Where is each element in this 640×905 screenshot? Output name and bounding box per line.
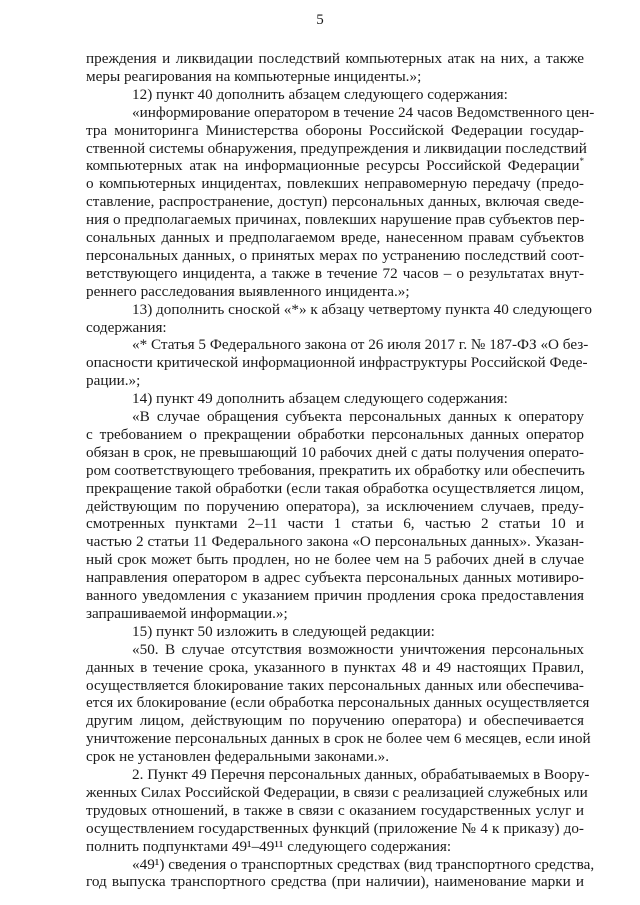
text-line [86, 748, 584, 766]
text-line [132, 855, 595, 874]
text-line [86, 498, 584, 516]
text-line-content: трудовых отношений, в также в связи с оказанием государственных услуг и [86, 801, 584, 819]
text-line [86, 694, 590, 712]
text-line [86, 515, 584, 533]
text-line-content: «50. В случае отсутствия возможности уничтожения персональных [132, 640, 584, 658]
text-line [86, 211, 584, 229]
footnote-marker: * [579, 156, 584, 167]
text-line [86, 175, 584, 193]
text-line-content: рации.»; [86, 372, 141, 390]
text-line [86, 480, 584, 498]
page-number: 5 [316, 12, 324, 28]
text-line [86, 551, 584, 569]
text-line-content: прекращение такой обработки (если такая обработка осуществляется лицом, [86, 479, 584, 497]
text-line [132, 641, 584, 659]
text-line-content: о компьютерных инцидентах, повлекших неправомерную передачу (предо- [86, 175, 584, 193]
text-line [86, 838, 584, 856]
text-line [132, 336, 589, 354]
text-line [86, 873, 584, 891]
text-line [86, 783, 588, 802]
text-line-content: 14) пункт 49 дополнить абзацем следующего содержания: [132, 390, 508, 408]
text-line [86, 122, 584, 140]
text-line [86, 157, 584, 175]
text-line [86, 820, 584, 838]
text-line-content: ственной системы обнаружения, предупреждения и ликвидации последствий [86, 139, 587, 157]
text-line [86, 802, 584, 820]
text-line-content: «информирование оператором в течение 24 часов Ведомственного цен- [132, 103, 595, 121]
text-line-content: с требованием о прекращении обработки персональных данных оператор [86, 425, 584, 443]
text-line-content: 15) пункт 50 изложить в следующей редакции: [132, 622, 435, 640]
text-line-content: 13) дополнить сноской «*» к абзацу четвертому пункта 40 следующего [132, 300, 593, 318]
text-line-content: полнить подпунктами 49¹–49¹¹ следующего содержания: [86, 837, 452, 855]
text-line [132, 300, 593, 319]
text-line [86, 730, 591, 748]
text-line-content: «* Статья 5 Федерального закона от 26 июля 2017 г. № 187-ФЗ «О без- [132, 336, 589, 354]
text-line-content: содержания: [86, 318, 167, 336]
text-line [132, 766, 590, 784]
text-line [86, 444, 584, 462]
text-line-content: ный срок может быть продлен, но не более чем на 5 рабочих дней в случае [86, 551, 584, 569]
text-line-content: меры реагирования на компьютерные инциденты.»; [86, 67, 422, 85]
text-line [86, 605, 584, 623]
text-line [86, 354, 588, 372]
text-line [86, 283, 584, 301]
text-line-content: преждения и ликвидации последствий компьютерных атак на них, а также [86, 50, 584, 67]
text-line [86, 372, 584, 390]
text-line [86, 533, 584, 551]
text-line-content: осуществлением государственных функций (приложение № 4 к приказу) до- [86, 819, 584, 837]
text-line [132, 623, 584, 641]
text-line-content: срок не установлен федеральными законами.». [86, 748, 390, 766]
text-line-content: ветствующего инцидента, а также в течение 72 часов – о результатах внут- [86, 264, 584, 282]
text-line [132, 408, 584, 426]
text-line-content: опасности критической информационной инфраструктуры Российской Феде- [86, 354, 588, 372]
text-line-content: смотренных пунктами 2–11 части 1 статьи 6, частью 2 статьи 10 и [86, 515, 584, 533]
text-line-content: другим лицом, действующим по поручению оператора) и обеспечивается [86, 712, 584, 730]
text-line [86, 265, 584, 283]
text-line [86, 68, 584, 86]
text-line-content: 2. Пункт 49 Перечня персональных данных, обрабатываемых в Воору- [132, 766, 590, 783]
text-line [86, 193, 584, 211]
text-line-content: «49¹) сведения о транспортных средствах (вид транспортного средства, [132, 855, 595, 873]
text-line [86, 587, 584, 605]
text-line-content: сональных данных и предполагаемом вреде, нанесенном правам субъектов [86, 229, 584, 246]
text-line-content: обязан в срок, не превышающий 10 рабочих дней с даты получения операто- [86, 443, 584, 461]
text-line-content: запрашиваемой информации.»; [86, 604, 288, 622]
text-line [86, 247, 584, 265]
text-line-content: ется их блокирование (если обработка персональных данных осуществляется [86, 694, 590, 712]
text-line [86, 677, 584, 695]
text-line-content: ния о предполагаемых причинах, повлекших нарушение прав субъектов пер- [86, 211, 585, 229]
text-line [132, 86, 584, 104]
text-line-content: 12) пункт 40 дополнить абзацем следующего содержания: [132, 85, 508, 103]
text-line [86, 569, 584, 587]
text-line-content: тра мониторинга Министерства обороны Российской Федерации государ- [86, 121, 584, 139]
text-line-content: ванного уведомления с указанием причин продления срока предоставления [86, 587, 584, 604]
text-line [132, 103, 595, 122]
text-line [86, 462, 584, 480]
text-line [86, 426, 584, 444]
text-line-content: реннего расследования выявленного инцидента.»; [86, 282, 410, 300]
text-line [86, 50, 584, 68]
text-line-content: год выпуска транспортного средства (при наличии), наименование марки и [86, 873, 584, 891]
text-line-content: направления оператором в адрес субъекта персональных данных мотивиро- [86, 569, 584, 587]
text-line [86, 139, 587, 158]
text-line-content: «В случае обращения субъекта персональных данных к оператору [132, 408, 584, 425]
text-line-content: осуществляется блокирование таких персональных данных или обеспечива- [86, 676, 584, 694]
text-line-content: ром соответствующего требования, прекратить их обработку или обеспечить [86, 461, 585, 479]
text-line [86, 712, 584, 730]
text-line [86, 319, 584, 337]
text-line [86, 229, 584, 247]
text-line-content: уничтожение персональных данных в срок не более чем 6 месяцев, если иной [86, 730, 591, 748]
text-line-content: действующим по поручению оператора), за исключением случаев, преду- [86, 497, 584, 515]
text-line-content: ставление, распространение, доступ) персональных данных, включая сведе- [86, 193, 584, 211]
text-line-content: компьютерных атак на информационные ресурсы Российской Федерации [86, 157, 580, 175]
text-line-content: женных Силах Российской Федерации, в связи с реализацией служебных или [86, 783, 588, 801]
text-line-content: данных в течение срока, указанного в пунктах 48 и 49 настоящих Правил, [86, 658, 584, 676]
text-line [132, 390, 584, 408]
text-line-content: персональных данных, о принятых мерах по устранению последствий соот- [86, 246, 584, 264]
text-line-content: частью 2 статьи 11 Федерального закона «О персональных данных». Указан- [86, 533, 584, 551]
text-line [86, 659, 584, 677]
